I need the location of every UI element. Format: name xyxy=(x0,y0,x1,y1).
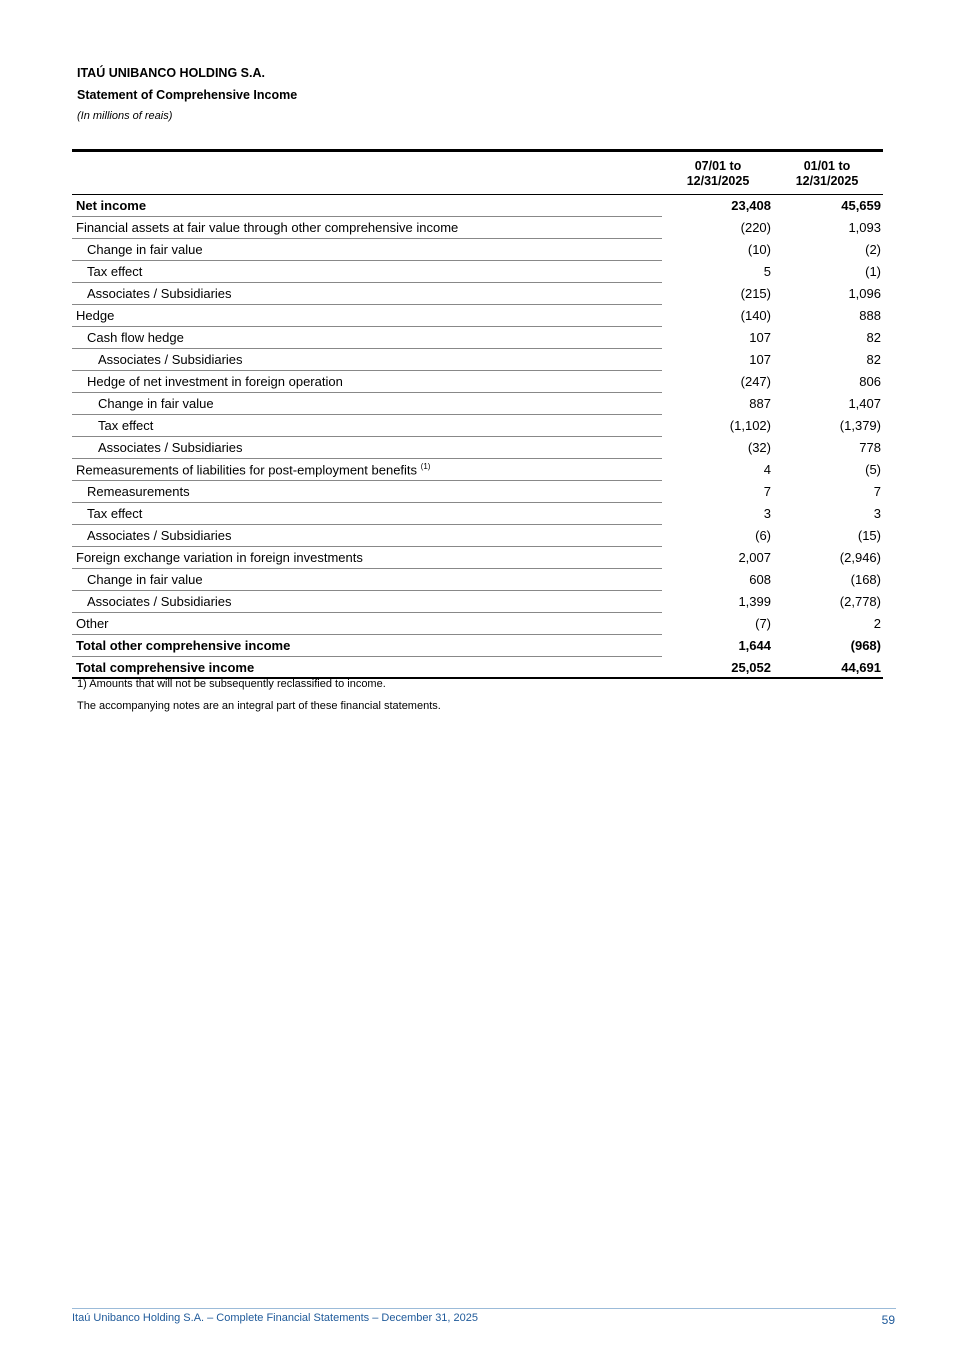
row-label: Remeasurements xyxy=(87,484,190,499)
statement-title: Statement of Comprehensive Income xyxy=(77,88,298,102)
row-label: Cash flow hedge xyxy=(87,330,184,345)
value-period-2: (15) xyxy=(857,528,881,543)
row-label: Associates / Subsidiaries xyxy=(98,440,243,455)
value-period-2: (168) xyxy=(850,572,881,587)
value-period-2: (2,946) xyxy=(839,550,881,565)
column-header-line: 12/31/2025 xyxy=(795,174,859,188)
value-period-1: 7 xyxy=(763,484,771,499)
row-label: Tax effect xyxy=(87,506,143,521)
value-period-1: (220) xyxy=(740,220,771,235)
table-row xyxy=(72,635,883,657)
value-period-1: (32) xyxy=(747,440,771,455)
row-label: Associates / Subsidiaries xyxy=(87,528,232,543)
value-period-2: (5) xyxy=(865,462,881,477)
table-row xyxy=(72,613,883,635)
value-period-2: 7 xyxy=(873,484,881,499)
value-period-1: 2,007 xyxy=(738,550,771,565)
row-label: Total other comprehensive income xyxy=(76,638,291,653)
value-period-2: 888 xyxy=(859,308,881,323)
row-label: Net income xyxy=(76,198,147,213)
column-header-period-1 xyxy=(668,159,768,189)
value-period-1: 4 xyxy=(763,462,771,477)
unit-note: (In millions of reais) xyxy=(77,110,173,122)
value-period-1: 887 xyxy=(749,396,771,411)
value-period-1: (247) xyxy=(740,374,771,389)
value-period-1: (215) xyxy=(740,286,771,301)
value-period-1: (10) xyxy=(747,242,771,257)
table-row xyxy=(72,503,883,525)
value-period-1: 107 xyxy=(749,352,771,367)
table-row xyxy=(72,525,883,547)
value-period-1: 5 xyxy=(763,264,771,279)
row-label: Associates / Subsidiaries xyxy=(98,352,243,367)
table-row xyxy=(72,415,883,437)
row-label: Associates / Subsidiaries xyxy=(87,594,232,609)
row-label: Hedge xyxy=(76,308,115,323)
value-period-2: (1) xyxy=(865,264,881,279)
company-name: ITAÚ UNIBANCO HOLDING S.A. xyxy=(77,66,265,80)
row-label: Tax effect xyxy=(98,418,154,433)
value-period-2: 44,691 xyxy=(841,660,881,675)
value-period-2: 2 xyxy=(873,616,881,631)
value-period-1: 23,408 xyxy=(731,198,771,213)
table-row xyxy=(72,547,883,569)
value-period-2: 1,096 xyxy=(848,286,881,301)
value-period-1: (1,102) xyxy=(729,418,771,433)
row-label: Financial assets at fair value through other comprehensive income xyxy=(76,220,459,235)
value-period-1: (6) xyxy=(755,528,771,543)
table-row xyxy=(72,195,883,217)
table-row xyxy=(72,349,883,371)
value-period-2: (2) xyxy=(865,242,881,257)
row-label: Change in fair value xyxy=(87,572,203,587)
row-label: Tax effect xyxy=(87,264,143,279)
value-period-1: 107 xyxy=(749,330,771,345)
row-label: Foreign exchange variation in foreign investments xyxy=(76,550,363,565)
table-row xyxy=(72,371,883,393)
row-label xyxy=(76,462,430,477)
value-period-2: 1,407 xyxy=(848,396,881,411)
footnote-marker: (1) xyxy=(420,462,431,471)
row-label-text: Remeasurements of liabilities for post-employment benefits xyxy=(76,462,418,478)
table-row xyxy=(72,393,883,415)
value-period-1: 1,644 xyxy=(738,638,771,653)
page-footer: Itaú Unibanco Holding S.A. – Complete Financial Statements – December 31, 2025 xyxy=(72,1312,479,1324)
row-label: Total comprehensive income xyxy=(76,660,255,675)
value-period-1: 3 xyxy=(763,506,771,521)
page-number: 59 xyxy=(881,1313,895,1327)
table-row xyxy=(72,283,883,305)
footer-divider xyxy=(72,1308,896,1309)
value-period-2: (1,379) xyxy=(839,418,881,433)
value-period-1: 1,399 xyxy=(738,594,771,609)
value-period-1: (140) xyxy=(740,308,771,323)
accompanying-note: The accompanying notes are an integral part of these financial statements. xyxy=(77,700,441,712)
table-row xyxy=(72,261,883,283)
column-header-line: 07/01 to xyxy=(694,159,742,173)
table-row xyxy=(72,327,883,349)
value-period-2: 3 xyxy=(873,506,881,521)
row-label: Other xyxy=(76,616,109,631)
value-period-2: 778 xyxy=(859,440,881,455)
row-label: Change in fair value xyxy=(87,242,203,257)
table-header xyxy=(72,152,883,195)
value-period-1: 25,052 xyxy=(731,660,771,675)
table-row xyxy=(72,305,883,327)
row-label: Associates / Subsidiaries xyxy=(87,286,232,301)
table-row xyxy=(72,437,883,459)
table-row xyxy=(72,657,883,679)
value-period-1: 608 xyxy=(749,572,771,587)
table-row xyxy=(72,569,883,591)
value-period-2: 806 xyxy=(859,374,881,389)
table-row xyxy=(72,217,883,239)
value-period-2: 82 xyxy=(866,352,881,367)
column-header-period-2 xyxy=(777,159,877,189)
row-label: Hedge of net investment in foreign operation xyxy=(87,374,343,389)
value-period-1: (7) xyxy=(755,616,771,631)
row-label: Change in fair value xyxy=(98,396,214,411)
comprehensive-income-table xyxy=(72,149,883,679)
footnote: 1) Amounts that will not be subsequently reclassified to income. xyxy=(77,678,386,690)
value-period-2: (2,778) xyxy=(839,594,881,609)
table-row xyxy=(72,481,883,503)
column-header-line: 01/01 to xyxy=(803,159,851,173)
value-period-2: 1,093 xyxy=(848,220,881,235)
value-period-2: 82 xyxy=(866,330,881,345)
value-period-2: (968) xyxy=(850,638,881,653)
table-row xyxy=(72,239,883,261)
table-row xyxy=(72,591,883,613)
value-period-2: 45,659 xyxy=(841,198,881,213)
column-header-line: 12/31/2025 xyxy=(686,174,750,188)
table-row xyxy=(72,459,883,481)
